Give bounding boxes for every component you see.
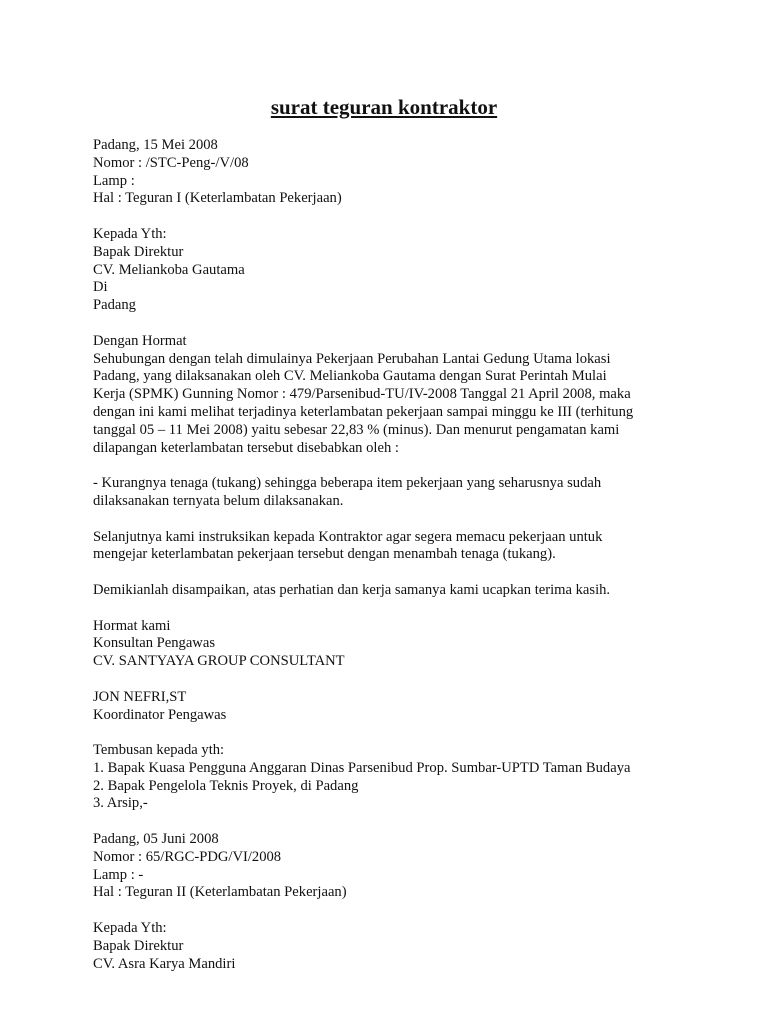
letter1-paragraph1-line: dilapangan keterlambatan tersebut disebabkan oleh : xyxy=(93,439,399,456)
letter1-addressee-line: Bapak Direktur xyxy=(93,243,184,260)
letter1-lamp: Lamp : xyxy=(93,172,135,189)
letter1-paragraph2-line: Selanjutnya kami instruksikan kepada Kontraktor agar segera memacu pekerjaan untuk xyxy=(93,528,603,545)
document-title: surat teguran kontraktor xyxy=(270,95,498,119)
letter1-cc-heading: Tembusan kepada yth: xyxy=(93,742,225,759)
letter1-paragraph1-line: dengan ini kami melihat terjadinya keterlambatan pekerjaan sampai minggu ke III (terhitung xyxy=(93,403,634,420)
letter1-cause-line: - Kurangnya tenaga (tukang) sehingga beberapa item pekerjaan yang seharusnya sudah xyxy=(93,475,602,492)
letter2-nomor: Nomor : 65/RGC-PDG/VI/2008 xyxy=(93,848,282,865)
letter1-signatory-name: JON NEFRI,ST xyxy=(93,688,187,705)
letter2-addressee-line: Kepada Yth: xyxy=(93,920,167,937)
letter1-date: Padang, 15 Mei 2008 xyxy=(93,137,218,153)
letter1-signatory-role: Koordinator Pengawas xyxy=(93,706,227,723)
letter1-addressee-line: Padang xyxy=(93,297,136,314)
letter1-cause-line: dilaksanakan ternyata belum dilaksanakan. xyxy=(93,492,344,509)
letter1-addressee-line: Kepada Yth: xyxy=(93,225,167,242)
letter1-paragraph1-line: tanggal 05 – 11 Mei 2008) yaitu sebesar 22,83 % (minus). Dan menurut pengamatan kami xyxy=(93,421,620,438)
letter1-paragraph1-line: Sehubungan dengan telah dimulainya Pekerjaan Perubahan Lantai Gedung Utama lokasi xyxy=(93,350,611,367)
letter1-closing: Demikianlah disampaikan, atas perhatian dan kerja samanya kami ucapkan terima kasih. xyxy=(93,581,611,598)
letter1-sender-line: Hormat kami xyxy=(93,617,171,634)
letter1-addressee-line: CV. Meliankoba Gautama xyxy=(93,261,245,278)
letter2-date: Padang, 05 Juni 2008 xyxy=(93,831,219,848)
letter1-paragraph1-line: Padang, yang dilaksanakan oleh CV. Meliankoba Gautama dengan Surat Perintah Mulai xyxy=(93,368,607,385)
document-body xyxy=(93,137,683,973)
letter1-paragraph1-line: Kerja (SPMK) Gunning Nomor : 479/Parsenibud-TU/IV-2008 Tanggal 21 April 2008, maka xyxy=(93,386,631,403)
letter2-lamp: Lamp : - xyxy=(93,866,144,883)
letter1-sender-line: Konsultan Pengawas xyxy=(93,635,216,652)
letter1-paragraph2-line: mengejar keterlambatan pekerjaan tersebut dengan menambah tenaga (tukang). xyxy=(93,546,556,563)
letter1-greeting: Dengan Hormat xyxy=(93,332,187,349)
letter2-hal: Hal : Teguran II (Keterlambatan Pekerjaan) xyxy=(93,884,347,901)
letter2-addressee-line: Bapak Direktur xyxy=(93,937,184,954)
letter1-hal: Hal : Teguran I (Keterlambatan Pekerjaan) xyxy=(93,190,342,207)
letter1-cc-item: 3. Arsip,- xyxy=(93,795,148,812)
letter1-addressee-line: Di xyxy=(93,279,108,296)
letter1-sender-line: CV. SANTYAYA GROUP CONSULTANT xyxy=(93,653,345,670)
letter1-cc-item: 2. Bapak Pengelola Teknis Proyek, di Padang xyxy=(93,777,359,794)
letter1-nomor: Nomor : /STC-Peng-/V/08 xyxy=(93,154,249,171)
letter1-cc-item: 1. Bapak Kuasa Pengguna Anggaran Dinas Parsenibud Prop. Sumbar-UPTD Taman Budaya xyxy=(93,759,631,776)
letter2-addressee-line: CV. Asra Karya Mandiri xyxy=(93,955,236,972)
